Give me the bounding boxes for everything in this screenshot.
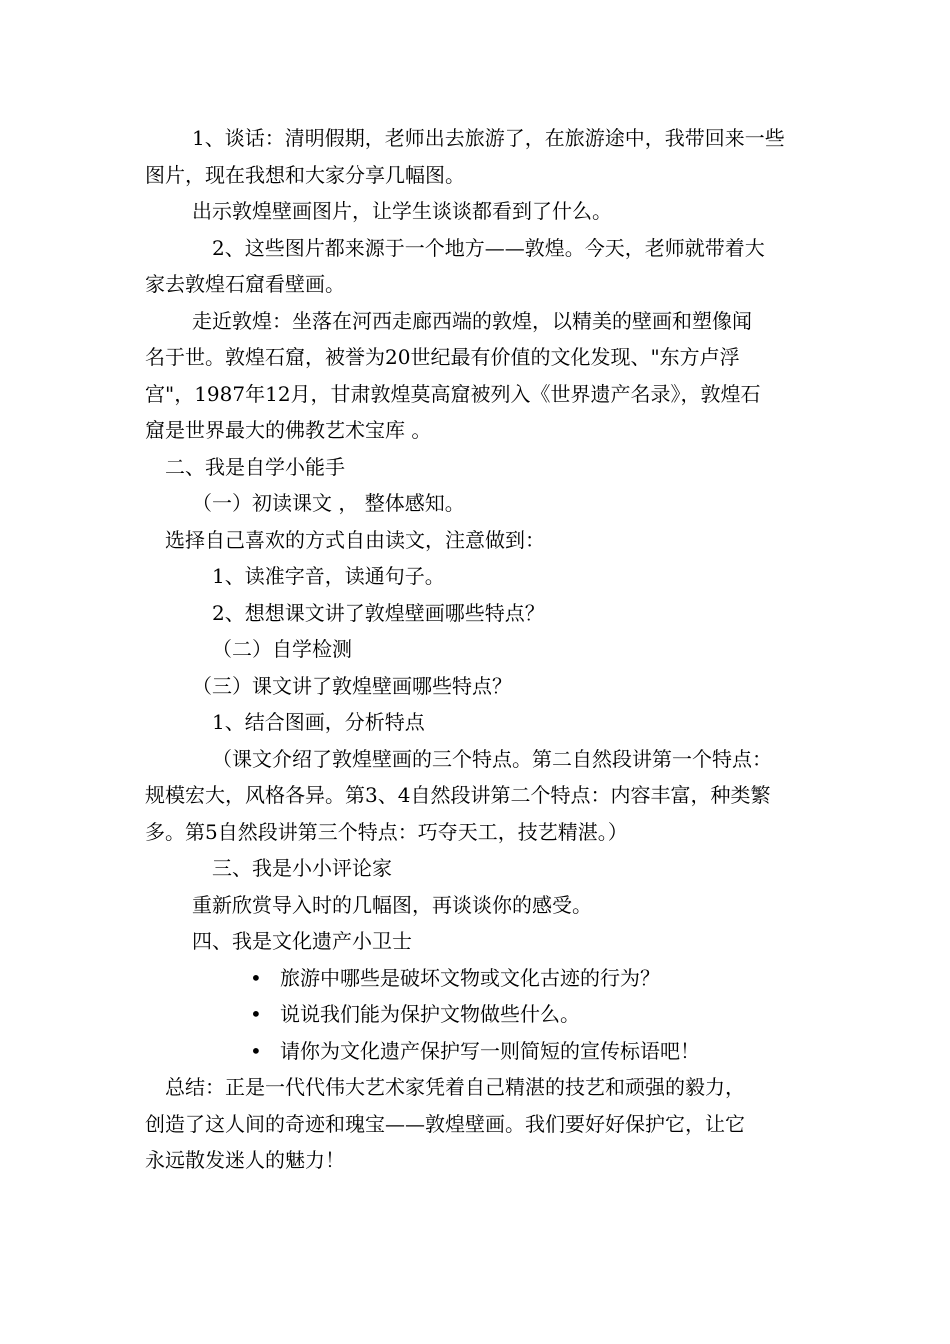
paragraph-line: 名于世。敦煌石窟，被誉为20世纪最有价值的文化发现、"东方卢浮: [145, 345, 740, 369]
paragraph-line: 重新欣赏导入时的几幅图，再谈谈你的感受。: [192, 893, 592, 917]
bullet-item: 旅游中哪些是破坏文物或文化古迹的行为？: [280, 966, 660, 990]
subsection-heading: （一）初读课文 ， 整体感知。: [192, 491, 465, 515]
list-item: 2、想想课文讲了敦煌壁画哪些特点？: [212, 601, 545, 625]
section-heading: 四、我是文化遗产小卫士: [192, 929, 412, 953]
subsection-heading: （二）自学检测: [212, 637, 352, 661]
summary-line: 永远散发迷人的魅力！: [145, 1148, 345, 1172]
list-item: 1、结合图画，分析特点: [212, 710, 425, 734]
bullet-item: 说说我们能为保护文物做些什么。: [280, 1002, 580, 1026]
paragraph-line: 2、这些图片都来源于一个地方——敦煌。今天，老师就带着大: [212, 236, 765, 260]
paragraph-line: 多。第5自然段讲第三个特点：巧夺天工，技艺精湛。）: [145, 820, 628, 844]
paragraph-line: 1、谈话：清明假期，老师出去旅游了，在旅游途中，我带回来一些: [192, 126, 785, 150]
summary-line: 总结：正是一代代伟大艺术家凭着自己精湛的技艺和顽强的毅力，: [165, 1075, 745, 1099]
section-heading: 三、我是小小评论家: [212, 856, 392, 880]
bullet-icon: •: [250, 1002, 262, 1026]
paragraph-line: 规模宏大，风格各异。第3、4自然段讲第二个特点：内容丰富，种类繁: [145, 783, 771, 807]
bullet-icon: •: [250, 966, 262, 990]
paragraph-line: 家去敦煌石窟看壁画。: [145, 272, 345, 296]
bullet-icon: •: [250, 1039, 262, 1063]
paragraph-line: 选择自己喜欢的方式自由读文，注意做到：: [165, 528, 545, 552]
section-heading: 二、我是自学小能手: [165, 455, 345, 479]
paragraph-line: （课文介绍了敦煌壁画的三个特点。第二自然段讲第一个特点：: [212, 747, 772, 771]
paragraph-line: 走近敦煌：坐落在河西走廊西端的敦煌，以精美的壁画和塑像闻: [192, 309, 752, 333]
paragraph-line: 出示敦煌壁画图片，让学生谈谈都看到了什么。: [192, 199, 612, 223]
list-item: 1、读准字音，读通句子。: [212, 564, 445, 588]
paragraph-line: 宫"，1987年12月，甘肃敦煌莫高窟被列入《世界遗产名录》，敦煌石: [145, 382, 761, 406]
bullet-item: 请你为文化遗产保护写一则简短的宣传标语吧！: [280, 1039, 700, 1063]
summary-line: 创造了这人间的奇迹和瑰宝——敦煌壁画。我们要好好保护它，让它: [145, 1112, 745, 1136]
subsection-heading: （三）课文讲了敦煌壁画哪些特点？: [192, 674, 512, 698]
paragraph-line: 图片，现在我想和大家分享几幅图。: [145, 163, 465, 187]
paragraph-line: 窟是世界最大的佛教艺术宝库 。: [145, 418, 432, 442]
